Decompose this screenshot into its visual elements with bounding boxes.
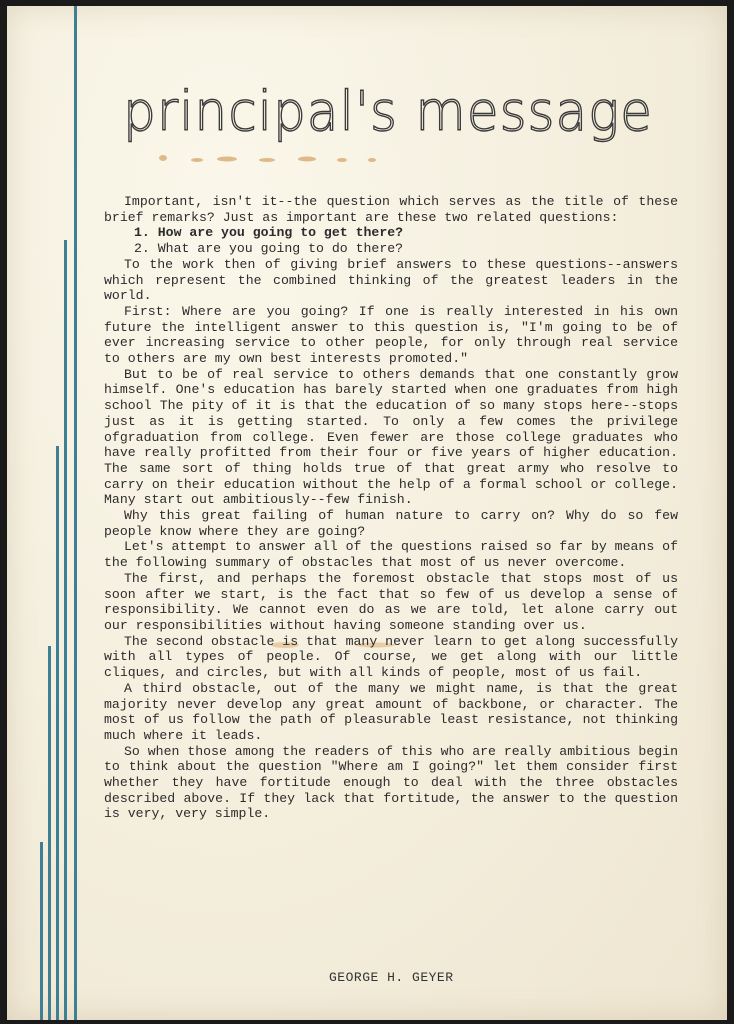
paragraph: So when those among the readers of this who are really ambitious begin to think about the question "Where am I going?" let them consider first whether they have fortitude enough to deal with the three obstacles described above. If they lack that fortitude, the answer to the question is very, very simple.	[104, 743, 678, 822]
stain-mark	[157, 152, 397, 166]
paragraph: The second obstacle is that many never learn to get along successfully with all types of people. Of course, we get along with our little cliques, and circles, but with all kinds of people, most of us fail.	[104, 633, 678, 681]
margin-rule	[48, 646, 51, 1020]
paragraph: But to be of real service to others demands that one constantly grow himself. One's education has barely started when one graduates from high school The pity of it is that the education of so many stops here--stops just as it is getting started. To only a few comes the privilege ofgraduation from college. Even fewer are those college graduates who have really profitted from their four or five years of higher education. The same sort of thing holds true of that great army who resolve to carry on their education without the help of a formal school or college. Many start out ambitiously--few finish.	[104, 366, 678, 508]
margin-rule	[40, 842, 43, 1020]
signature: GEORGE H. GEYER	[329, 970, 454, 985]
margin-rule	[74, 6, 77, 1020]
margin-rule	[56, 446, 59, 1020]
paragraph: The first, and perhaps the foremost obstacle that stops most of us soon after we start, is the fact that so few of us develop a sense of responsibility. We cannot even do as we are told, let alone carry out our responsibilities without having someone standing over us.	[104, 570, 678, 633]
paragraph: To the work then of giving brief answers to these questions--answers which represent the combined thinking of the greatest leaders in the world.	[104, 256, 678, 304]
question-item: 1. How are you going to get there?	[134, 225, 404, 241]
paragraph: A third obstacle, out of the many we might name, is that the great majority never develop any great amount of backbone, or character. The most of us follow the path of pleasurable least resistance, not thinking much where it leads.	[104, 680, 678, 743]
page-title	[119, 72, 659, 152]
paragraph: Why this great failing of human nature to carry on? Why do so few people know where they are going?	[104, 508, 678, 539]
margin-rule	[64, 240, 67, 1020]
title-text: principal's message	[123, 80, 653, 143]
paragraph: Let's attempt to answer all of the questions raised so far by means of the following summary of obstacles that most of us never overcome.	[104, 539, 678, 571]
message-body	[104, 194, 678, 822]
document-page	[7, 6, 727, 1020]
paragraph: Important, isn't it--the question which serves as the title of these brief remarks? Just as important are these two related questions:	[104, 194, 678, 225]
paragraph: First: Where are you going? If one is really interested in his own future the intelligent answer to this question is, "I'm going to be of ever increasing service to other people, for only through real service to others are my own best interests promoted."	[104, 303, 678, 367]
question-item: 2. What are you going to do there?	[134, 241, 404, 257]
